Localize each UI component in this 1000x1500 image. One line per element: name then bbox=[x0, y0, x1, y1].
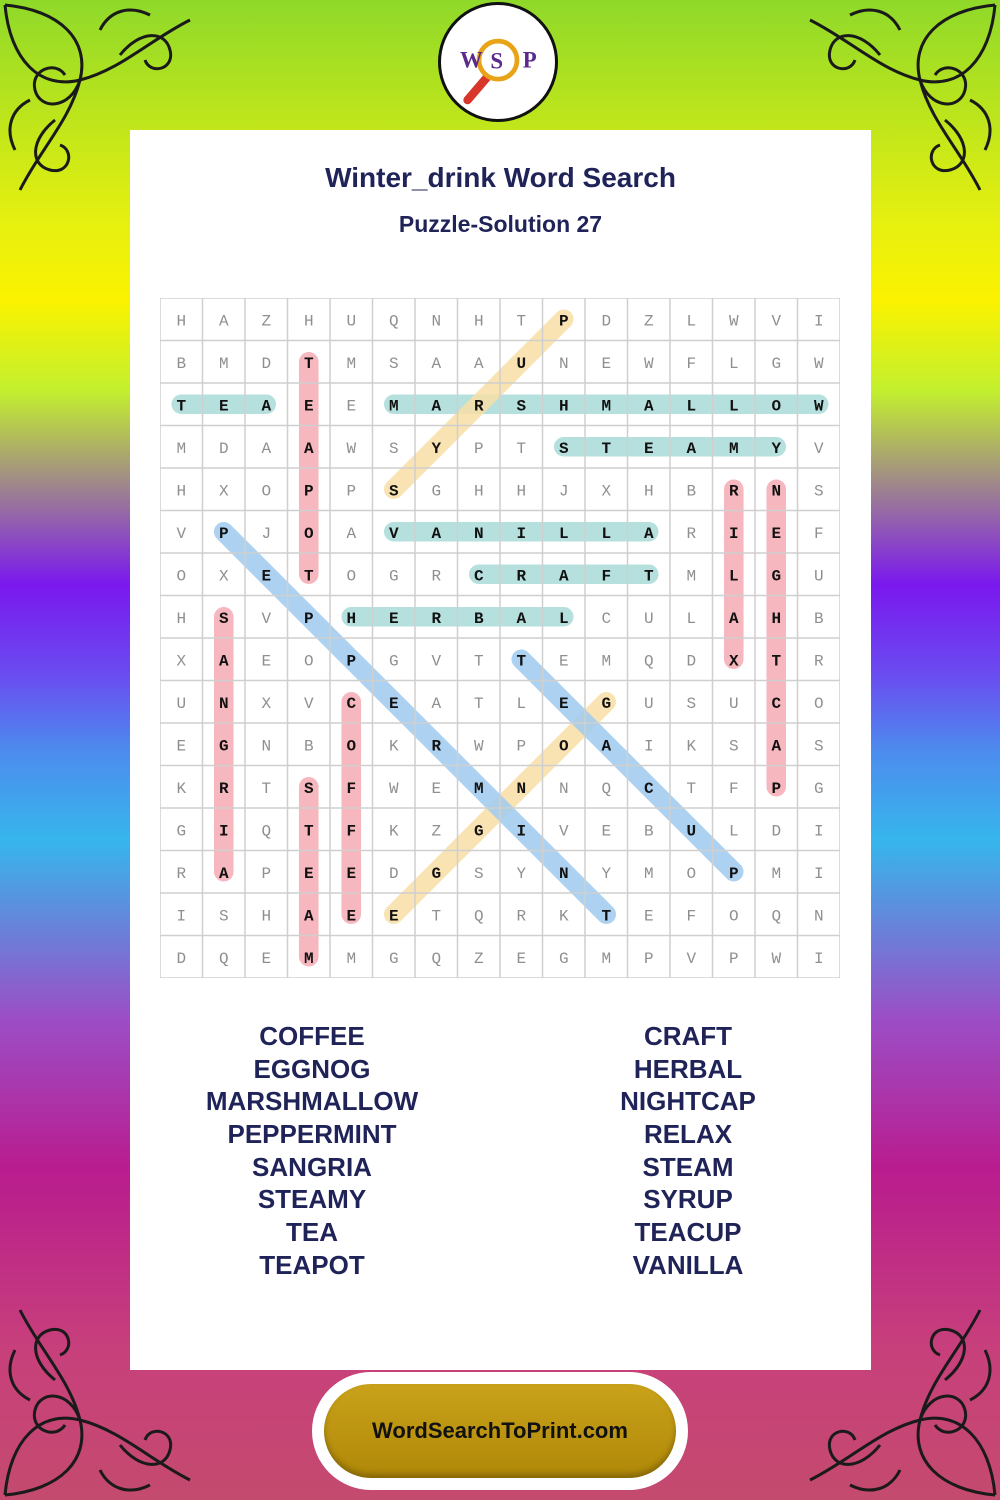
grid-cell[interactable]: F bbox=[728, 779, 739, 798]
grid-cell[interactable]: W bbox=[813, 354, 824, 373]
grid-cell[interactable]: R bbox=[431, 737, 442, 756]
grid-cell[interactable]: E bbox=[643, 439, 654, 458]
grid-cell[interactable]: Q bbox=[771, 907, 782, 926]
grid-cell[interactable]: G bbox=[176, 822, 187, 841]
grid-cell[interactable]: C bbox=[771, 694, 782, 713]
grid-cell[interactable]: A bbox=[261, 439, 272, 458]
grid-cell[interactable]: O bbox=[346, 567, 357, 586]
grid-cell[interactable]: Z bbox=[261, 312, 272, 331]
grid-cell[interactable]: G bbox=[473, 822, 484, 841]
grid-cell[interactable]: N bbox=[516, 779, 527, 798]
grid-cell[interactable]: I bbox=[643, 737, 654, 756]
grid-cell[interactable]: Y bbox=[431, 439, 442, 458]
word-list-item: PEPPERMINT bbox=[227, 1119, 397, 1150]
grid-cell[interactable]: E bbox=[303, 864, 314, 883]
grid-cell[interactable]: M bbox=[643, 864, 654, 883]
grid-cell[interactable]: A bbox=[728, 609, 739, 628]
grid-cell[interactable]: I bbox=[218, 822, 229, 841]
grid-cell[interactable]: L bbox=[686, 312, 697, 331]
grid-cell[interactable]: T bbox=[431, 907, 442, 926]
grid-cell[interactable]: E bbox=[261, 567, 272, 586]
grid-cell[interactable]: W bbox=[771, 949, 782, 968]
grid-cell[interactable]: I bbox=[516, 524, 527, 543]
grid-cell[interactable]: N bbox=[218, 694, 229, 713]
grid-cell[interactable]: H bbox=[643, 482, 654, 501]
word-list-item: TEAPOT bbox=[259, 1249, 365, 1280]
word-list-item: HERBAL bbox=[633, 1053, 743, 1084]
grid-cell[interactable]: O bbox=[771, 397, 782, 416]
grid-cell[interactable]: A bbox=[431, 524, 442, 543]
grid-cell[interactable]: T bbox=[516, 312, 527, 331]
grid-cell[interactable]: V bbox=[431, 652, 442, 671]
grid-cell[interactable]: X bbox=[218, 482, 229, 501]
grid-cell[interactable]: G bbox=[771, 567, 782, 586]
grid-cell[interactable]: I bbox=[813, 949, 824, 968]
grid-cell[interactable]: G bbox=[813, 779, 824, 798]
grid-cell[interactable]: O bbox=[176, 567, 187, 586]
grid-cell[interactable]: O bbox=[303, 524, 314, 543]
grid-cell[interactable]: U bbox=[686, 822, 697, 841]
grid-cell[interactable]: L bbox=[728, 354, 739, 373]
grid-cell[interactable]: E bbox=[558, 652, 569, 671]
grid-cell[interactable]: E bbox=[261, 949, 272, 968]
grid-cell[interactable]: Z bbox=[643, 312, 654, 331]
word-list-item: TEACUP bbox=[634, 1217, 742, 1248]
grid-cell[interactable]: H bbox=[176, 609, 187, 628]
grid-cell[interactable]: O bbox=[346, 737, 357, 756]
website-link-pill[interactable] bbox=[324, 1384, 676, 1478]
grid-cell[interactable]: U bbox=[176, 694, 187, 713]
grid-cell[interactable]: M bbox=[686, 567, 697, 586]
grid-cell[interactable]: K bbox=[558, 907, 569, 926]
grid-cell[interactable]: O bbox=[813, 694, 824, 713]
grid-cell[interactable]: Y bbox=[771, 439, 782, 458]
grid-cell[interactable]: D bbox=[601, 312, 612, 331]
grid-cell[interactable]: B bbox=[176, 354, 187, 373]
logo-letter-s: S bbox=[490, 48, 504, 74]
grid-cell[interactable]: S bbox=[558, 439, 569, 458]
grid-cell[interactable]: S bbox=[388, 354, 399, 373]
grid-cell[interactable]: Q bbox=[388, 312, 399, 331]
puzzle-card bbox=[130, 130, 871, 1370]
grid-cell[interactable]: L bbox=[516, 694, 527, 713]
grid-cell[interactable]: U bbox=[643, 609, 654, 628]
grid-cell[interactable]: M bbox=[473, 779, 484, 798]
grid-cell[interactable]: F bbox=[346, 822, 357, 841]
grid-cell[interactable]: T bbox=[176, 397, 187, 416]
grid-cell[interactable]: I bbox=[813, 864, 824, 883]
grid-cell[interactable]: W bbox=[388, 779, 399, 798]
grid-cell[interactable]: V bbox=[686, 949, 697, 968]
grid-cell[interactable]: T bbox=[516, 439, 527, 458]
grid-cell[interactable]: P bbox=[728, 864, 739, 883]
grid-cell[interactable]: D bbox=[218, 439, 229, 458]
grid-cell[interactable]: Q bbox=[601, 779, 612, 798]
grid-cell[interactable]: D bbox=[771, 822, 782, 841]
grid-cell[interactable]: R bbox=[813, 652, 824, 671]
grid-cell[interactable]: X bbox=[261, 694, 272, 713]
grid-cell[interactable]: E bbox=[346, 397, 357, 416]
grid-cell[interactable]: H bbox=[176, 312, 187, 331]
grid-cell[interactable]: Q bbox=[643, 652, 654, 671]
grid-cell[interactable]: E bbox=[516, 949, 527, 968]
word-list-item: STEAMY bbox=[257, 1184, 367, 1215]
puzzle-title: Winter_drink Word Search bbox=[325, 162, 676, 193]
grid-cell[interactable]: N bbox=[558, 864, 569, 883]
grid-cell[interactable]: A bbox=[643, 524, 654, 543]
grid-cell[interactable]: V bbox=[558, 822, 569, 841]
grid-cell[interactable]: S bbox=[388, 482, 399, 501]
logo-letter-w: W bbox=[460, 47, 483, 73]
grid-cell[interactable]: K bbox=[686, 737, 697, 756]
grid-cell[interactable]: L bbox=[728, 397, 739, 416]
grid-cell[interactable]: N bbox=[813, 907, 824, 926]
grid-cell[interactable]: M bbox=[601, 397, 612, 416]
grid-cell[interactable]: L bbox=[558, 609, 569, 628]
word-list-left-column bbox=[152, 1020, 472, 1282]
grid-cell[interactable]: H bbox=[516, 482, 527, 501]
grid-cell[interactable]: E bbox=[558, 694, 569, 713]
grid-cell[interactable]: N bbox=[261, 737, 272, 756]
grid-cell[interactable]: X bbox=[601, 482, 612, 501]
grid-cell[interactable]: Q bbox=[261, 822, 272, 841]
puzzle-subtitle: Puzzle-Solution 27 bbox=[398, 211, 603, 237]
grid-cell[interactable]: D bbox=[176, 949, 187, 968]
grid-cell[interactable]: T bbox=[686, 779, 697, 798]
grid-cell[interactable]: M bbox=[346, 949, 357, 968]
grid-cell[interactable]: P bbox=[303, 609, 314, 628]
grid-cell[interactable]: A bbox=[558, 567, 569, 586]
grid-cell[interactable]: G bbox=[431, 864, 442, 883]
grid-cell[interactable]: T bbox=[601, 907, 612, 926]
grid-cell[interactable]: C bbox=[346, 694, 357, 713]
grid-cell[interactable]: E bbox=[218, 397, 229, 416]
grid-cell[interactable]: E bbox=[601, 822, 612, 841]
grid-cell[interactable]: N bbox=[771, 482, 782, 501]
grid-cell[interactable]: S bbox=[218, 609, 229, 628]
grid-cell[interactable]: A bbox=[431, 694, 442, 713]
grid-canvas[interactable] bbox=[160, 298, 840, 978]
grid-cell[interactable]: H bbox=[558, 397, 569, 416]
grid-cell[interactable]: F bbox=[346, 779, 357, 798]
grid-cell[interactable]: T bbox=[643, 567, 654, 586]
grid-cell[interactable]: O bbox=[261, 482, 272, 501]
grid-cell[interactable]: S bbox=[516, 397, 527, 416]
grid-cell[interactable]: U bbox=[813, 567, 824, 586]
grid-cell[interactable]: C bbox=[643, 779, 654, 798]
grid-cell[interactable]: B bbox=[686, 482, 697, 501]
grid-cell[interactable]: G bbox=[388, 652, 399, 671]
grid-cell[interactable]: V bbox=[303, 694, 314, 713]
grid-cell[interactable]: X bbox=[176, 652, 187, 671]
grid-cell[interactable]: D bbox=[686, 652, 697, 671]
grid-cell[interactable]: P bbox=[261, 864, 272, 883]
grid-cell[interactable]: P bbox=[516, 737, 527, 756]
grid-cell[interactable]: J bbox=[261, 524, 272, 543]
grid-cell[interactable]: P bbox=[558, 312, 569, 331]
grid-cell[interactable]: W bbox=[728, 312, 739, 331]
grid-cell[interactable]: E bbox=[771, 524, 782, 543]
grid-cell[interactable]: S bbox=[728, 737, 739, 756]
website-link-button[interactable] bbox=[312, 1372, 688, 1490]
grid-cell[interactable]: W bbox=[473, 737, 484, 756]
grid-cell[interactable]: K bbox=[388, 822, 399, 841]
grid-cell[interactable]: Q bbox=[218, 949, 229, 968]
word-list-right-column bbox=[528, 1020, 848, 1282]
grid-cell[interactable]: R bbox=[218, 779, 229, 798]
grid-cell[interactable]: V bbox=[176, 524, 187, 543]
grid-cell[interactable]: U bbox=[728, 694, 739, 713]
grid-cell[interactable]: O bbox=[686, 864, 697, 883]
grid-cell[interactable]: V bbox=[813, 439, 824, 458]
grid-cell[interactable]: S bbox=[388, 439, 399, 458]
grid-cell[interactable]: L bbox=[558, 524, 569, 543]
word-list-item: CRAFT bbox=[643, 1021, 733, 1051]
word-list-item: SYRUP bbox=[643, 1184, 733, 1215]
grid-cell[interactable]: S bbox=[813, 482, 824, 501]
grid-cell[interactable]: U bbox=[346, 312, 357, 331]
grid-cell[interactable]: H bbox=[473, 312, 484, 331]
grid-cell[interactable]: G bbox=[388, 949, 399, 968]
grid-cell[interactable]: M bbox=[176, 439, 187, 458]
grid-cell[interactable]: P bbox=[771, 779, 782, 798]
grid-cell[interactable]: S bbox=[218, 907, 229, 926]
grid-cell[interactable]: E bbox=[346, 864, 357, 883]
grid-cell[interactable]: E bbox=[303, 397, 314, 416]
grid-cell[interactable]: G bbox=[558, 949, 569, 968]
grid-cell[interactable]: N bbox=[431, 312, 442, 331]
grid-cell[interactable]: V bbox=[388, 524, 399, 543]
grid-cell[interactable]: H bbox=[303, 312, 314, 331]
grid-cell[interactable]: W bbox=[643, 354, 654, 373]
grid-cell[interactable]: M bbox=[728, 439, 739, 458]
grid-cell[interactable]: P bbox=[346, 652, 357, 671]
word-list-item: SANGRIA bbox=[252, 1151, 372, 1182]
grid-cell[interactable]: N bbox=[473, 524, 484, 543]
grid-cell[interactable]: N bbox=[558, 779, 569, 798]
grid-cell[interactable]: T bbox=[771, 652, 782, 671]
grid-cell[interactable]: G bbox=[218, 737, 229, 756]
grid-cell[interactable]: A bbox=[771, 737, 782, 756]
word-list-item: EGGNOG bbox=[253, 1053, 371, 1084]
grid-cell[interactable]: B bbox=[473, 609, 484, 628]
grid-cell[interactable]: A bbox=[346, 524, 357, 543]
grid-cell[interactable]: Y bbox=[601, 864, 612, 883]
grid-cell[interactable]: C bbox=[601, 609, 612, 628]
grid-cell[interactable]: M bbox=[218, 354, 229, 373]
grid-cell[interactable]: T bbox=[261, 779, 272, 798]
grid-cell[interactable]: I bbox=[728, 524, 739, 543]
word-search-grid[interactable] bbox=[160, 298, 840, 978]
grid-cell[interactable]: I bbox=[813, 312, 824, 331]
grid-cell[interactable]: X bbox=[728, 652, 739, 671]
grid-cell[interactable]: E bbox=[643, 907, 654, 926]
grid-cell[interactable]: R bbox=[516, 567, 527, 586]
grid-cell[interactable]: F bbox=[686, 354, 697, 373]
grid-cell[interactable]: T bbox=[303, 822, 314, 841]
grid-cell[interactable]: E bbox=[388, 907, 399, 926]
word-list-item: COFFEE bbox=[259, 1021, 365, 1051]
grid-cell[interactable]: A bbox=[261, 397, 272, 416]
grid-cell[interactable]: A bbox=[303, 439, 314, 458]
grid-cell[interactable]: Q bbox=[431, 949, 442, 968]
grid-cell[interactable]: T bbox=[516, 652, 527, 671]
grid-cell[interactable]: T bbox=[473, 694, 484, 713]
grid-cell[interactable]: Z bbox=[431, 822, 442, 841]
grid-cell[interactable]: M bbox=[346, 354, 357, 373]
grid-cell[interactable]: A bbox=[473, 354, 484, 373]
grid-cell[interactable]: Z bbox=[473, 949, 484, 968]
word-list-item: TEA bbox=[286, 1217, 338, 1248]
grid-cell[interactable]: E bbox=[431, 779, 442, 798]
grid-cell[interactable]: A bbox=[601, 737, 612, 756]
grid-cell[interactable]: J bbox=[558, 482, 569, 501]
grid-cell[interactable]: L bbox=[686, 609, 697, 628]
grid-cell[interactable]: D bbox=[261, 354, 272, 373]
grid-cell[interactable]: E bbox=[346, 907, 357, 926]
grid-cell[interactable]: T bbox=[601, 439, 612, 458]
grid-cell[interactable]: M bbox=[388, 397, 399, 416]
grid-cell[interactable]: Q bbox=[473, 907, 484, 926]
grid-cell[interactable]: A bbox=[303, 907, 314, 926]
grid-cell[interactable]: Y bbox=[516, 864, 527, 883]
grid-cell[interactable]: E bbox=[261, 652, 272, 671]
grid-cell[interactable]: T bbox=[473, 652, 484, 671]
grid-cell[interactable]: H bbox=[771, 609, 782, 628]
grid-cell[interactable]: G bbox=[388, 567, 399, 586]
grid-cell[interactable]: B bbox=[303, 737, 314, 756]
grid-cell[interactable]: P bbox=[728, 949, 739, 968]
word-list-item: STEAM bbox=[642, 1151, 734, 1182]
grid-cell[interactable]: A bbox=[431, 397, 442, 416]
grid-cell[interactable]: A bbox=[643, 397, 654, 416]
grid-cell[interactable]: R bbox=[728, 482, 739, 501]
grid-cell[interactable]: A bbox=[218, 312, 229, 331]
grid-cell[interactable]: H bbox=[473, 482, 484, 501]
grid-cell[interactable]: O bbox=[558, 737, 569, 756]
grid-cell[interactable]: P bbox=[303, 482, 314, 501]
grid-cell[interactable]: V bbox=[771, 312, 782, 331]
word-list-item: RELAX bbox=[643, 1119, 733, 1150]
grid-cell[interactable]: M bbox=[771, 864, 782, 883]
grid-cell[interactable]: R bbox=[176, 864, 187, 883]
grid-cell[interactable]: P bbox=[643, 949, 654, 968]
grid-cell[interactable]: L bbox=[728, 567, 739, 586]
grid-cell[interactable]: E bbox=[388, 694, 399, 713]
grid-cell[interactable]: B bbox=[643, 822, 654, 841]
grid-cell[interactable]: E bbox=[388, 609, 399, 628]
grid-cell[interactable]: S bbox=[303, 779, 314, 798]
grid-cell[interactable]: M bbox=[601, 652, 612, 671]
grid-cell[interactable]: L bbox=[686, 397, 697, 416]
grid-cell[interactable]: M bbox=[303, 949, 314, 968]
grid-cell[interactable]: A bbox=[686, 439, 697, 458]
grid-cell[interactable]: L bbox=[601, 524, 612, 543]
grid-cell[interactable]: U bbox=[516, 354, 527, 373]
grid-cell[interactable]: T bbox=[303, 354, 314, 373]
grid-cell[interactable]: P bbox=[346, 482, 357, 501]
grid-cell[interactable]: I bbox=[176, 907, 187, 926]
grid-cell[interactable]: F bbox=[686, 907, 697, 926]
grid-cell[interactable]: R bbox=[473, 397, 484, 416]
grid-cell[interactable]: F bbox=[813, 524, 824, 543]
grid-cell[interactable]: H bbox=[346, 609, 357, 628]
grid-cell[interactable]: W bbox=[346, 439, 357, 458]
grid-cell[interactable]: M bbox=[601, 949, 612, 968]
grid-cell[interactable]: T bbox=[303, 567, 314, 586]
grid-cell[interactable]: L bbox=[728, 822, 739, 841]
grid-cell[interactable]: A bbox=[431, 354, 442, 373]
grid-cell[interactable]: N bbox=[558, 354, 569, 373]
grid-cell[interactable]: E bbox=[176, 737, 187, 756]
grid-cell[interactable]: U bbox=[643, 694, 654, 713]
grid-cell[interactable]: H bbox=[261, 907, 272, 926]
grid-cell[interactable]: R bbox=[686, 524, 697, 543]
grid-cell[interactable]: S bbox=[813, 737, 824, 756]
grid-cell[interactable]: A bbox=[516, 609, 527, 628]
grid-cell[interactable]: S bbox=[473, 864, 484, 883]
grid-cell[interactable]: I bbox=[813, 822, 824, 841]
grid-cell[interactable]: P bbox=[218, 524, 229, 543]
grid-cell[interactable]: O bbox=[728, 907, 739, 926]
word-list-item: VANILLA bbox=[632, 1249, 744, 1280]
grid-cell[interactable]: P bbox=[473, 439, 484, 458]
grid-cell[interactable]: O bbox=[303, 652, 314, 671]
grid-cell[interactable]: R bbox=[516, 907, 527, 926]
grid-cell[interactable]: B bbox=[813, 609, 824, 628]
grid-cell[interactable]: K bbox=[176, 779, 187, 798]
word-list-item: MARSHMALLOW bbox=[205, 1086, 419, 1117]
grid-cell[interactable]: G bbox=[601, 694, 612, 713]
grid-cell[interactable]: I bbox=[516, 822, 527, 841]
grid-cell[interactable]: K bbox=[388, 737, 399, 756]
grid-cell[interactable]: D bbox=[388, 864, 399, 883]
logo-letter-p: P bbox=[522, 47, 537, 73]
grid-cell[interactable]: A bbox=[218, 864, 229, 883]
grid-cell[interactable]: F bbox=[601, 567, 612, 586]
grid-cell[interactable]: W bbox=[813, 397, 824, 416]
grid-cell[interactable]: X bbox=[218, 567, 229, 586]
grid-cell[interactable]: H bbox=[176, 482, 187, 501]
word-list-item: NIGHTCAP bbox=[620, 1086, 756, 1117]
grid-cell[interactable]: G bbox=[431, 482, 442, 501]
grid-cell[interactable]: R bbox=[431, 609, 442, 628]
wsp-logo[interactable] bbox=[438, 2, 558, 122]
grid-cell[interactable]: A bbox=[218, 652, 229, 671]
grid-cell[interactable]: E bbox=[601, 354, 612, 373]
grid-cell[interactable]: V bbox=[261, 609, 272, 628]
website-link-label: WordSearchToPrint.com bbox=[372, 1418, 628, 1443]
grid-cell[interactable]: C bbox=[473, 567, 484, 586]
grid-cell[interactable]: R bbox=[431, 567, 442, 586]
grid-cell[interactable]: G bbox=[771, 354, 782, 373]
grid-cell[interactable]: S bbox=[686, 694, 697, 713]
